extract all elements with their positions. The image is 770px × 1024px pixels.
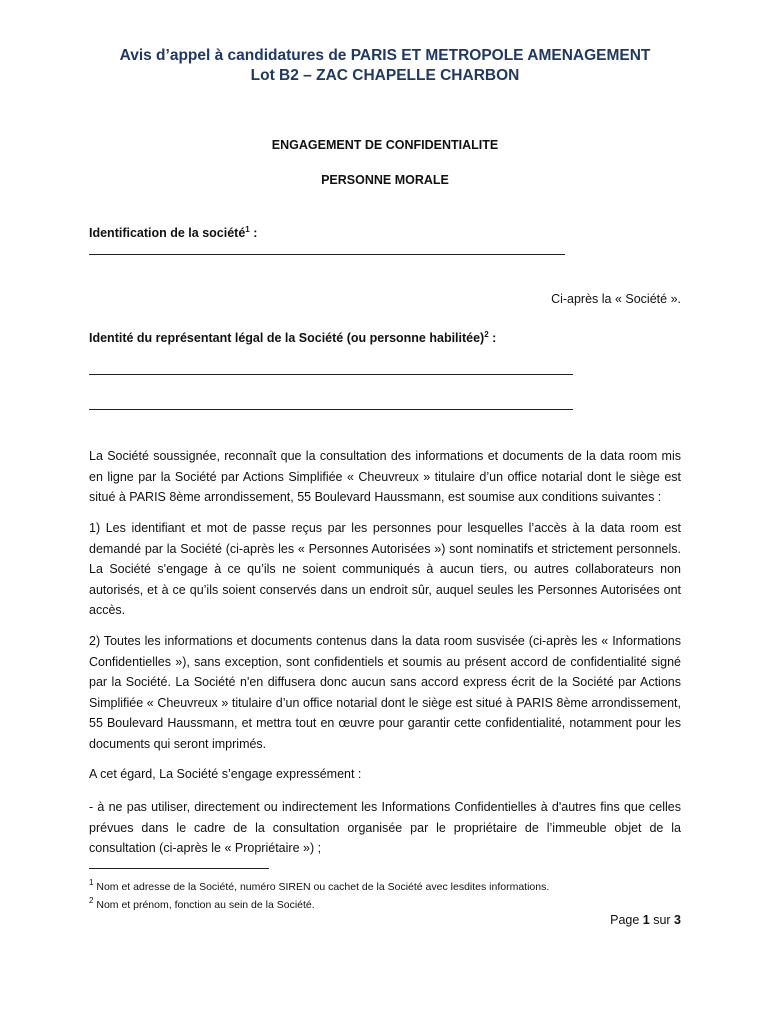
heading-engagement: ENGAGEMENT DE CONFIDENTIALITE [271, 138, 499, 152]
paragraph-condition-2: 2) Toutes les informations et documents contenus dans la data room susvisée (ci-après les « Informations Confidentielles »), sans exception, sont confidentiels et soumis au présent accord de confidentialité signé par la Société. La Société n'en diffusera donc aucun sans accord express écrit de la Société par Actions Simplifiée « Cheuvreux » titulaire d’un office notarial dont le siège est situé à PARIS 8ème arrondissement, 55 Boulevard Haussmann, et mettra tout en œuvre pour garantir cette confidentialité, notamment pour les documents qui seront imprimés. [89, 634, 681, 751]
heading-personne-morale: PERSONNE MORALE [321, 173, 449, 187]
societe-designation: Ci-après la « Société ». [551, 292, 681, 306]
footnote-ref-1: 1 [245, 225, 250, 234]
document-title-line1: Avis d’appel à candidatures de PARIS ET METROPOLE AMENAGEMENT [119, 47, 651, 64]
paragraph-engagement: A cet égard, La Société s’engage expressément : [89, 767, 362, 781]
representative-label: Identité du représentant légal de la Société (ou personne habilitée)$^2$ : [89, 330, 497, 345]
paragraph-condition-1: 1) Les identifiant et mot de passe reçus par les personnes pour lesquelles l’accès à la data room est demandé par la Société (ci-après les « Personnes Autorisées ») sont nominatifs et strictement personnels. La Société s'engage à ce qu’ils ne soient communiqués à aucun tiers, ou autres collaborateurs non autorisés, et à ce qu’ils soient conservés dans un endroit sûr, auquel seules les Personnes Autorisées ont accès. [89, 521, 681, 617]
footnote-1: $^1$ Nom et adresse de la Société, numéro SIREN ou cachet de la Société avec lesdites informations. [89, 878, 550, 893]
identification-blank-line [89, 254, 565, 255]
representative-blank-line-1 [89, 374, 573, 375]
paragraph-obligation-1: - à ne pas utiliser, directement ou indirectement les Informations Confidentielles à d'autres fins que celles prévues dans le cadre de la consultation organisée par le propriétaire de l’immeuble objet de la consultation (ci-après le « Propriétaire ») ; [89, 800, 681, 855]
representative-blank-line-2 [89, 409, 573, 410]
identification-label: Identification de la société$^1$ : [89, 225, 258, 240]
document-title-line2: Lot B2 – ZAC CHAPELLE CHARBON [250, 67, 520, 84]
footnote-ref-2: 2 [484, 330, 489, 339]
footnote-separator [89, 868, 269, 869]
paragraph-intro: La Société soussignée, reconnaît que la consultation des informations et documents de la data room mis en ligne par la Société par Actions Simplifiée « Cheuvreux » titulaire d’un office notarial dont le siège est situé à PARIS 8ème arrondissement, 55 Boulevard Haussmann, est soumise aux conditions suivantes : [89, 449, 681, 504]
page-number: Page 1 sur 3 [610, 913, 681, 927]
footnote-2: $^2$ Nom et prénom, fonction au sein de la Société. [89, 896, 315, 911]
